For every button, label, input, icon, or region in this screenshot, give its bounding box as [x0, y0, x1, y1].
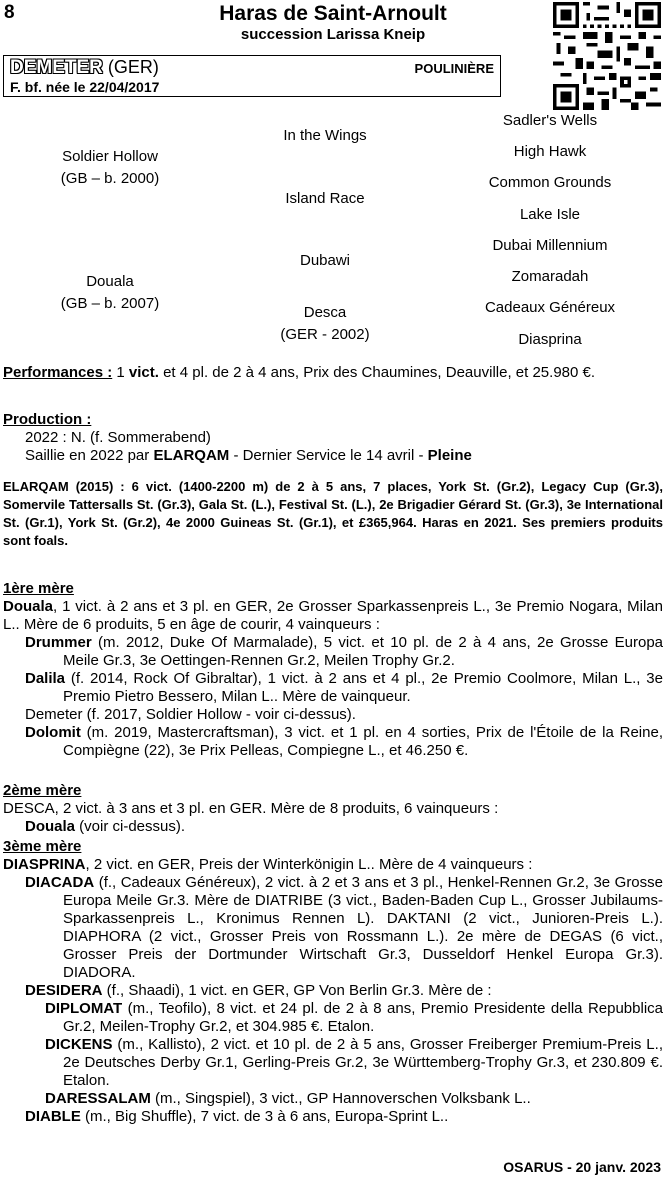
production-label: Production :	[3, 411, 92, 428]
produce-diable: DIABLE (m., Big Shuffle), 7 vict. de 3 à 6 ans, Europa-Sprint L..	[25, 1108, 449, 1125]
produce-diacada: DIACADA (f., Cadeaux Généreux), 2 vict. à 2 et 3 ans et 3 pl., Henkel-Rennen Gr.2, 3e Grosse Europa Meile Gr.3. Mère de DIATRIBE (3 vict., Baden-Baden Cup L., Grosser Jubilaums-Sparkassenpreis L., Kronimus Rennen L). DAKTANI (2 vict., Junioren-Preis L.). DIAPHORA (2 vict., Grosser Preis von Rossmann L.). 2e mère de DEGAS (6 vict., Grosser Preis der Dortmunder Wirtschaft Gr.3, Dusseldorf Henkel Europa Gr.3). DIADORA.	[25, 874, 663, 981]
third-dam-section: 3ème mère DIASPRINA, 2 vict. en GER, Preis der Winterkönigin L.. Mère de 4 vainqueurs : DIACADA (f., Cadeaux Généreux), 2 vict. à 2 et 3 ans et 3 pl., Henkel-Rennen Gr.2, 3e Grosse Europa Meile Gr.3. Mère de DIATRIBE (3 vict., Baden-Baden Cup L., Grosser Jubilaums-Sparkassenpreis L., Kronimus Rennen L). DAKTANI (2 vict., Junioren-Preis L.). DIAPHORA (2 vict., Grosser Preis von Rossmann L.). 2e mère de DEGAS (6 vict., Grosser Preis der Dortmunder Wirtschaft Gr.3, Dusseldorf Henkel Europa Gr.3). DIADORA. DESIDERA (f., Shaadi), 1 vict. en GER, GP Von Berlin Gr.3. Mère de : DIPLOMAT (m., Teofilo), 8 vict. et 24 pl. de 2 à 8 ans, Premio Presidente della Repubblica Gr.2, Meilen-Trophy Gr.2, et 304.985 €. Etalon. DICKENS (m., Kallisto), 2 vict. et 10 pl. de 2 à 5 ans, Grosser Freiberger Premium-Preis L., 2e Deutsches Derby Gr.1, Gerling-Preis Gr.2, 3e Württemberg-Trophy Gr.3, et 230.809 €. Etalon. DARESSALAM (m., Singspiel), 3 vict., GP Hannoverschen Volksbank L.. DIABLE (m., Big Shuffle), 7 vict. de 3 à 6 ans, Europa-Sprint L..	[3, 838, 663, 1125]
lot-number: 8	[4, 2, 15, 23]
production-section	[3, 411, 663, 465]
second-dam-section: 2ème mère DESCA, 2 vict. à 3 ans et 3 pl. en GER. Mère de 8 produits, 6 vainqueurs : Douala (voir ci-dessus).	[3, 782, 663, 836]
production-line-1: 2022 : N. (f. Sommerabend)	[25, 429, 211, 446]
pedigree-dd: Desca (GER - 2002)	[280, 304, 370, 343]
pedigree-sd: Island Race	[285, 190, 365, 207]
performances-label: Performances :	[3, 364, 113, 381]
produce-desidera: DESIDERA (f., Shaadi), 1 vict. en GER, GP Von Berlin Gr.3. Mère de :	[25, 982, 492, 999]
horse-name: DEMETER	[10, 57, 103, 78]
second-dam-title: 2ème mère	[3, 782, 82, 799]
first-dam-section: 1ère mère Douala, 1 vict. à 2 ans et 3 pl. en GER, 2e Grosser Sparkassenpreis L., 3e Premio Nogara, Milan L.. Mère de 6 produits, 5 en âge de courir, 4 vainqueurs : Drummer (m. 2012, Duke Of Marmalade), 5 vict. et 10 pl. de 2 à 4 ans, 2e Grosse Europa Meile Gr.3, 3e Oettingen-Rennen Gr.2, Meilen Trophy Gr.2. Dalila (f. 2014, Rock Of Gibraltar), 1 vict. à 2 ans et 4 pl., 2e Premio Coolmore, Milan L., 3e Premio Pietro Bessero, Milan L.. Mère de vainqueur. Demeter (f. 2017, Soldier Hollow - voir ci-dessus). Dolomit (m. 2019, Mastercraftsman), 3 vict. et 1 pl. en 4 sorties, Prix de l'Étoile de la Reine, Compiègne (22), 3e Prix Pelleas, Compiegne L., et 46.250 €.	[3, 580, 663, 759]
produce-demeter: Demeter (f. 2017, Soldier Hollow - voir ci-dessus).	[25, 706, 356, 723]
performances-section: Performances : 1 vict. et 4 pl. de 2 à 4 ans, Prix des Chaumines, Deauville, et 25.980 €.	[3, 364, 596, 381]
pedigree-dsd: Zomaradah	[511, 268, 589, 285]
pedigree-ss: In the Wings	[283, 127, 367, 144]
third-dam-title: 3ème mère	[3, 838, 82, 855]
pedigree-dam: Douala (GB – b. 2007)	[60, 273, 160, 312]
haras-name: Haras de Saint-Arnoult	[219, 2, 447, 25]
horse-birth: F. bf. née le 22/04/2017	[10, 79, 160, 95]
pedigree-sire: Soldier Hollow (GB – b. 2000)	[60, 148, 160, 187]
stallion-description: ELARQAM (2015) : 6 vict. (1400-2200 m) de 2 à 5 ans, 7 places, York St. (Gr.2), Legacy Cup (Gr.3), Somervile Tattersalls St. (Gr.3), Gala St. (L.), Festival St. (L.), 2e Brigadier Gérard St. (Gr.3), 3e International St. (Gr.1), York St. (Gr.2), 4e 2000 Guineas St. (Gr.1), et £365,964. Haras en 2021. Ses premiers produits sont foals.	[3, 479, 663, 548]
produce-drummer: Drummer (m. 2012, Duke Of Marmalade), 5 vict. et 10 pl. de 2 à 4 ans, 2e Grosse Europa Meile Gr.3, 3e Oettingen-Rennen Gr.2, Meilen Trophy Gr.2.	[25, 634, 663, 669]
pedigree-sss: Sadler's Wells	[502, 112, 598, 129]
pedigree-ddd: Diasprina	[518, 331, 582, 348]
footer: OSARUS - 20 janv. 2023	[503, 1159, 661, 1175]
pedigree-sdd: Lake Isle	[519, 206, 581, 223]
pedigree-dss: Dubai Millennium	[492, 237, 608, 254]
production-line-2: Saillie en 2022 par ELARQAM - Dernier Service le 14 avril - Pleine	[25, 447, 472, 464]
produce-dalila: Dalila (f. 2014, Rock Of Gibraltar), 1 vict. à 2 ans et 4 pl., 2e Premio Coolmore, Milan L., 3e Premio Pietro Bessero, Milan L.. Mère de vainqueur.	[25, 670, 663, 705]
horse-category: POULINIÈRE	[414, 61, 494, 76]
produce-daressalam: DARESSALAM (m., Singspiel), 3 vict., GP Hannoverschen Volksbank L..	[45, 1090, 531, 1107]
pedigree-sds: Common Grounds	[488, 174, 612, 191]
horse-name-line	[10, 57, 159, 79]
produce-dolomit: Dolomit (m. 2019, Mastercraftsman), 3 vict. et 1 pl. en 4 sorties, Prix de l'Étoile de la Reine, Compiègne (22), 3e Prix Pelleas, Compiegne L., et 46.250 €.	[25, 724, 663, 759]
pedigree-dds: Cadeaux Généreux	[484, 299, 616, 316]
produce-diplomat: DIPLOMAT (m., Teofilo), 8 vict. et 24 pl. de 2 à 8 ans, Premio Presidente della Repubblica Gr.2, Meilen-Trophy Gr.2, et 304.985 €. Etalon.	[45, 1000, 663, 1035]
qr-code-icon[interactable]	[553, 2, 661, 110]
horse-box	[3, 55, 501, 97]
first-dam-title: 1ère mère	[3, 580, 74, 597]
succession-name: succession Larissa Kneip	[240, 26, 426, 43]
pedigree-ds: Dubawi	[299, 252, 351, 269]
pedigree-ssd: High Hawk	[513, 143, 587, 160]
horse-origin: (GER)	[107, 57, 159, 77]
produce-dickens: DICKENS (m., Kallisto), 2 vict. et 10 pl. de 2 à 5 ans, Grosser Freiberger Premium-Preis L., 2e Deutsches Derby Gr.1, Gerling-Preis Gr.2, 3e Württemberg-Trophy Gr.3, et 230.809 €. Etalon.	[45, 1036, 663, 1089]
